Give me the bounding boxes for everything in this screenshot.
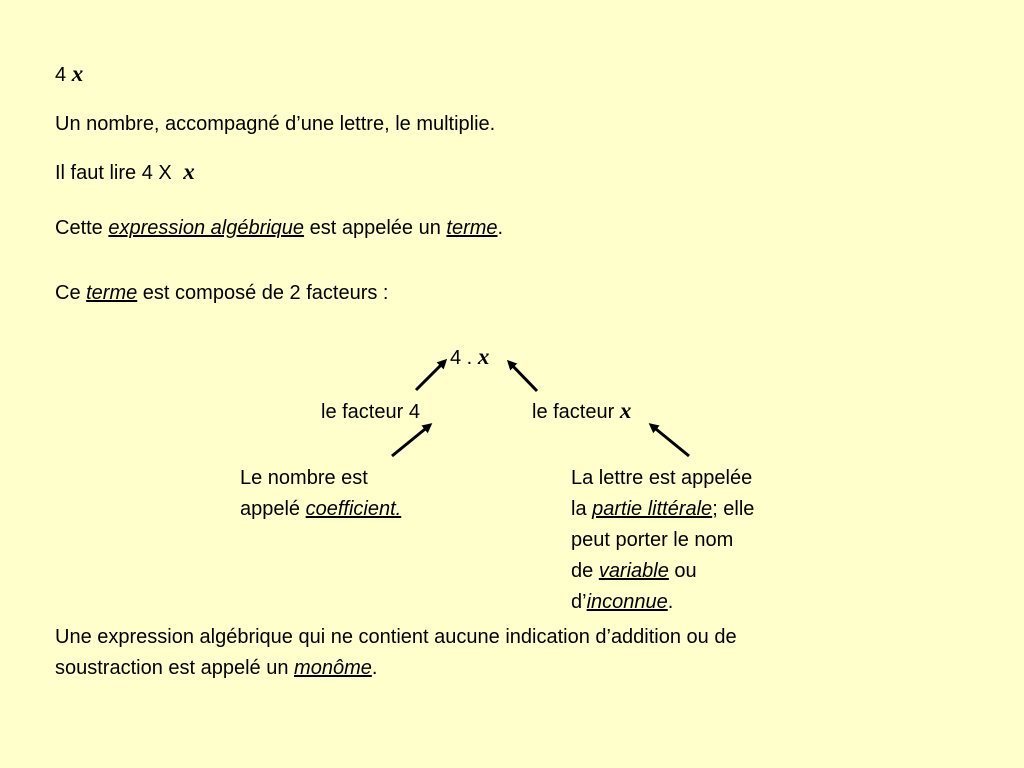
- reading-prefix: Il faut lire 4 X: [55, 162, 172, 184]
- definition-before: Cette: [55, 217, 109, 239]
- arrow-left-upper: [416, 361, 445, 390]
- product-prefix: 4 .: [450, 347, 473, 369]
- factor-right-variable: x: [619, 398, 632, 423]
- term-number: 4: [55, 64, 67, 86]
- definition-after: .: [497, 217, 504, 239]
- partie-litterale-term: partie littérale: [592, 498, 713, 520]
- coefficient-note-line1: Le nombre est: [240, 467, 368, 489]
- reading-variable: x: [183, 159, 195, 184]
- monome-term: monôme: [294, 657, 372, 679]
- literal-note-line5: [571, 587, 754, 618]
- product-variable: x: [477, 344, 490, 369]
- conclusion-line2-prefix: soustraction est appelé un: [55, 657, 295, 679]
- literal-note-line1: La lettre est appelée: [571, 467, 753, 489]
- arrow-left-lower: [392, 425, 430, 456]
- coefficient-term: coefficient.: [305, 498, 402, 520]
- inconnue-term: inconnue: [586, 591, 668, 613]
- terme-term-2: terme: [86, 282, 138, 304]
- arrow-right-upper: [509, 362, 537, 391]
- literal-note-line3: peut porter le nom: [571, 529, 734, 551]
- conclusion-line1: Une expression algébrique qui ne contient aucune indication d’addition ou de: [55, 626, 737, 648]
- variable-term: variable: [598, 560, 669, 582]
- literal-note-line5-prefix: d’: [571, 591, 587, 613]
- literal-note-line4-suffix: ou: [668, 560, 697, 582]
- factors-before: Ce: [55, 282, 87, 304]
- literal-note-line2-prefix: la: [571, 498, 593, 520]
- monome-conclusion: [55, 622, 737, 684]
- coefficient-note: [240, 463, 401, 525]
- conclusion-line2: [55, 653, 737, 684]
- factor-right-prefix: le facteur: [532, 401, 615, 423]
- literal-note-line4: [571, 556, 754, 587]
- expression-algebrique-term: expression algébrique: [108, 217, 305, 239]
- coefficient-note-line2: [240, 494, 401, 525]
- coefficient-note-prefix: appelé: [240, 498, 306, 520]
- arrow-right-lower: [651, 425, 689, 456]
- literal-note-line2: [571, 494, 754, 525]
- term-variable: x: [71, 61, 84, 86]
- literal-part-note: [571, 463, 754, 618]
- definition-mid: est appelée un: [304, 217, 447, 239]
- terme-term: terme: [446, 217, 498, 239]
- literal-note-line2-suffix: ; elle: [712, 498, 755, 520]
- factor-left-label: le facteur 4: [321, 401, 420, 423]
- literal-note-line4-prefix: de: [571, 560, 599, 582]
- literal-note-line5-suffix: .: [667, 591, 674, 613]
- intro-sentence: Un nombre, accompagné d’une lettre, le multiplie.: [55, 113, 496, 135]
- factors-after: est composé de 2 facteurs :: [137, 282, 389, 304]
- conclusion-line2-suffix: .: [371, 657, 378, 679]
